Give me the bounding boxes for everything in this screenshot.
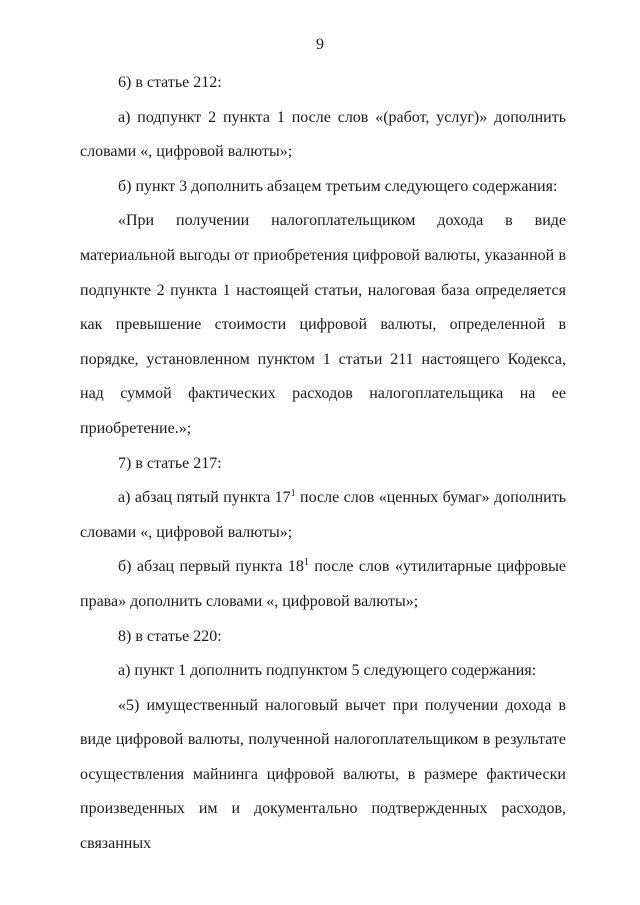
paragraph-article-220: 8) в статье 220:	[118, 627, 222, 645]
paragraph-212-subpoint-b: б) пункт 3 дополнить абзацем третьим следующего содержания:	[118, 177, 558, 195]
paragraph-212-quote: «При получении налогоплательщиком дохода в виде материальной выгоды от приобретения цифровой валюты, указанной в подпункте 2 пункта 1 настоящей статьи, налоговая база определяется как превышение стоимости цифровой валюты, определенной в порядке, установленном пунктом 1 статьи 211 настоящего Кодекса, над суммой фактических расходов налогоплательщика на ее приобретение.»;	[80, 212, 566, 437]
document-body	[80, 66, 566, 862]
paragraph-text-after: после слов «утилитарные цифровые права» дополнить словами «, цифровой валюты»;	[80, 558, 566, 610]
paragraph-article-217: 7) в статье 217:	[118, 454, 222, 472]
superscript: 1	[290, 488, 296, 500]
superscript: 1	[303, 557, 309, 569]
paragraph-217-subpoint-a	[80, 481, 566, 550]
paragraph-text-before: б) абзац первый пункта 18	[118, 558, 304, 576]
paragraph-article-212: 6) в статье 212:	[118, 74, 222, 91]
paragraph-text-before: а) абзац пятый пункта 17	[118, 489, 291, 507]
paragraph-217-subpoint-b	[80, 550, 566, 619]
paragraph-text-after: после слов «ценных бумаг» дополнить словами «, цифровой валюты»;	[80, 489, 567, 541]
paragraph-212-subpoint-a: а) подпункт 2 пункта 1 после слов «(работ, услуг)» дополнить словами «, цифровой валюты»;	[80, 108, 566, 161]
paragraph-220-subpoint-a: а) пункт 1 дополнить подпунктом 5 следующего содержания:	[118, 662, 537, 680]
paragraph-220-quote: «5) имущественный налоговый вычет при получении дохода в виде цифровой валюты, полученной налогоплательщиком в результате осуществления майнинга цифровой валюты, в размере фактически произведенных им и документально подтвержденных расходов, связанных	[80, 696, 566, 853]
page-number: 9	[316, 36, 324, 53]
